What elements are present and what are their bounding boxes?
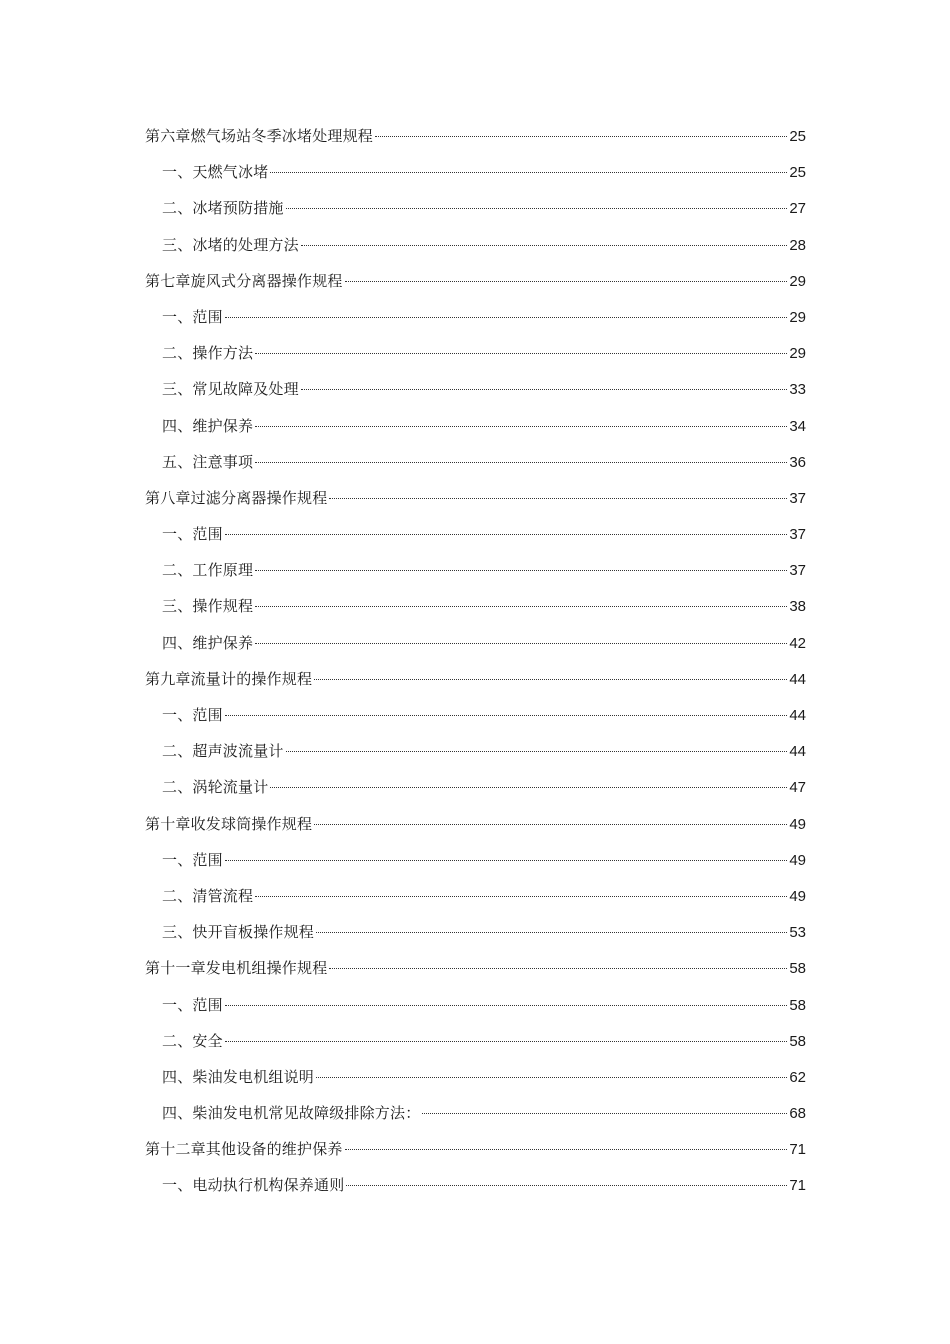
toc-section-entry[interactable] — [145, 558, 806, 594]
toc-dot-leader — [286, 208, 788, 209]
toc-entry-page-number: 33 — [789, 381, 806, 399]
toc-chapter-entry[interactable] — [145, 269, 806, 305]
toc-entry-title: 第八章过滤分离器操作规程 — [145, 488, 328, 507]
toc-entry-page-number: 27 — [789, 200, 806, 218]
toc-dot-leader — [345, 281, 788, 282]
toc-entry-title: 四、柴油发电机组说明 — [162, 1067, 315, 1086]
toc-dot-leader — [316, 932, 787, 933]
toc-chapter-entry[interactable] — [145, 1137, 806, 1173]
toc-entry-page-number: 25 — [789, 164, 806, 182]
toc-entry-title: 第十章收发球筒操作规程 — [145, 814, 313, 833]
toc-section-entry[interactable] — [145, 703, 806, 739]
toc-dot-leader — [225, 1041, 788, 1042]
toc-section-entry[interactable] — [145, 775, 806, 811]
toc-entry-page-number: 38 — [789, 598, 806, 616]
toc-section-entry[interactable] — [145, 920, 806, 956]
toc-section-entry[interactable] — [145, 848, 806, 884]
toc-entry-title: 一、范围 — [162, 525, 223, 544]
toc-entry-page-number: 49 — [789, 887, 806, 905]
toc-dot-leader — [375, 136, 787, 137]
toc-entry-page-number: 44 — [789, 707, 806, 724]
toc-section-entry[interactable] — [145, 305, 806, 341]
toc-section-entry[interactable] — [145, 884, 806, 920]
toc-dot-leader — [329, 968, 787, 969]
toc-entry-title: 第十二章其他设备的维护保养 — [145, 1140, 343, 1159]
toc-dot-leader — [255, 426, 787, 427]
toc-entry-title: 第十一章发电机组操作规程 — [145, 959, 328, 978]
toc-dot-leader — [286, 751, 788, 752]
toc-dot-leader — [225, 715, 788, 716]
toc-entry-title: 第六章燃气场站冬季冰堵处理规程 — [145, 127, 374, 145]
toc-entry-title: 二、工作原理 — [162, 561, 254, 580]
toc-entry-page-number: 47 — [789, 779, 806, 797]
toc-entry-title: 三、常见故障及处理 — [162, 380, 299, 399]
toc-section-entry[interactable] — [145, 522, 806, 558]
toc-entry-title: 二、操作方法 — [162, 344, 254, 363]
toc-entry-title: 四、维护保养 — [162, 633, 254, 652]
toc-entry-title: 第七章旋风式分离器操作规程 — [145, 271, 343, 290]
toc-chapter-entry[interactable] — [145, 812, 806, 848]
toc-entry-page-number: 58 — [789, 996, 806, 1014]
toc-section-entry[interactable] — [145, 196, 806, 232]
toc-section-entry[interactable] — [145, 993, 806, 1029]
toc-dot-leader — [255, 353, 787, 354]
toc-dot-leader — [422, 1113, 787, 1114]
toc-dot-leader — [346, 1185, 787, 1186]
toc-dot-leader — [255, 896, 787, 897]
toc-entry-page-number: 29 — [789, 308, 806, 326]
toc-section-entry[interactable] — [145, 377, 806, 413]
toc-dot-leader — [270, 172, 787, 173]
toc-section-entry[interactable] — [145, 414, 806, 450]
toc-section-entry[interactable] — [145, 341, 806, 377]
toc-entry-title: 三、快开盲板操作规程 — [162, 923, 315, 942]
toc-entry-title: 三、冰堵的处理方法 — [162, 235, 299, 254]
toc-section-entry[interactable] — [145, 1173, 806, 1209]
toc-entry-page-number: 44 — [789, 743, 806, 761]
toc-section-entry[interactable] — [145, 233, 806, 269]
toc-chapter-entry[interactable] — [145, 486, 806, 522]
toc-entry-page-number: 44 — [789, 670, 806, 688]
toc-entry-page-number: 62 — [789, 1068, 806, 1086]
toc-entry-title: 二、安全 — [162, 1031, 223, 1050]
toc-chapter-entry[interactable] — [145, 667, 806, 703]
toc-dot-leader — [314, 679, 787, 680]
toc-entry-title: 一、电动执行机构保养通则 — [162, 1176, 345, 1195]
toc-dot-leader — [255, 462, 787, 463]
toc-entry-page-number: 53 — [789, 924, 806, 942]
toc-entry-page-number: 37 — [789, 562, 806, 580]
toc-entry-page-number: 29 — [789, 272, 806, 290]
toc-dot-leader — [301, 389, 788, 390]
toc-section-entry[interactable] — [145, 450, 806, 486]
toc-entry-page-number: 58 — [789, 1032, 806, 1050]
toc-dot-leader — [345, 1149, 788, 1150]
toc-entry-page-number: 71 — [789, 1141, 806, 1159]
toc-entry-title: 一、天燃气冰堵 — [162, 163, 269, 182]
toc-entry-title: 三、操作规程 — [162, 597, 254, 616]
toc-section-entry[interactable] — [145, 160, 806, 196]
toc-entry-page-number: 42 — [789, 634, 806, 652]
toc-section-entry[interactable] — [145, 1029, 806, 1065]
toc-dot-leader — [255, 570, 787, 571]
table-of-contents — [145, 124, 806, 1210]
toc-entry-page-number: 37 — [789, 526, 806, 544]
toc-entry-title: 二、冰堵预防措施 — [162, 199, 284, 218]
toc-dot-leader — [225, 317, 788, 318]
toc-section-entry[interactable] — [145, 594, 806, 630]
toc-entry-page-number: 68 — [789, 1105, 806, 1123]
toc-entry-title: 四、维护保养 — [162, 416, 254, 435]
toc-section-entry[interactable] — [145, 1101, 806, 1137]
toc-dot-leader — [301, 245, 788, 246]
toc-dot-leader — [314, 824, 787, 825]
toc-entry-title: 二、清管流程 — [162, 886, 254, 905]
toc-section-entry[interactable] — [145, 739, 806, 775]
toc-entry-page-number: 49 — [789, 815, 806, 833]
toc-chapter-entry[interactable] — [145, 124, 806, 160]
toc-entry-page-number: 58 — [789, 960, 806, 978]
toc-entry-title: 四、柴油发电机常见故障级排除方法： — [162, 1104, 421, 1123]
toc-dot-leader — [225, 860, 788, 861]
toc-section-entry[interactable] — [145, 1065, 806, 1101]
toc-entry-page-number: 29 — [789, 345, 806, 363]
toc-dot-leader — [255, 643, 787, 644]
toc-entry-page-number: 34 — [789, 417, 806, 435]
toc-entry-title: 第九章流量计的操作规程 — [145, 669, 313, 688]
toc-entry-page-number: 37 — [789, 489, 806, 507]
toc-entry-title: 一、范围 — [162, 850, 223, 869]
toc-dot-leader — [225, 1005, 788, 1006]
toc-entry-title: 二、超声波流量计 — [162, 742, 284, 761]
toc-entry-page-number: 28 — [789, 236, 806, 254]
toc-dot-leader — [316, 1077, 787, 1078]
toc-entry-title: 一、范围 — [162, 307, 223, 326]
toc-entry-title: 一、范围 — [162, 706, 223, 724]
toc-entry-title: 五、注意事项 — [162, 452, 254, 471]
toc-entry-page-number: 49 — [789, 851, 806, 869]
toc-section-entry[interactable] — [145, 631, 806, 667]
toc-chapter-entry[interactable] — [145, 956, 806, 992]
toc-entry-title: 一、范围 — [162, 995, 223, 1014]
toc-entry-title: 二、涡轮流量计 — [162, 778, 269, 797]
toc-dot-leader — [270, 787, 787, 788]
toc-entry-page-number: 36 — [789, 453, 806, 471]
toc-dot-leader — [329, 498, 787, 499]
toc-dot-leader — [255, 606, 787, 607]
toc-entry-page-number: 25 — [789, 128, 806, 145]
toc-dot-leader — [225, 534, 788, 535]
toc-entry-page-number: 71 — [789, 1177, 806, 1195]
